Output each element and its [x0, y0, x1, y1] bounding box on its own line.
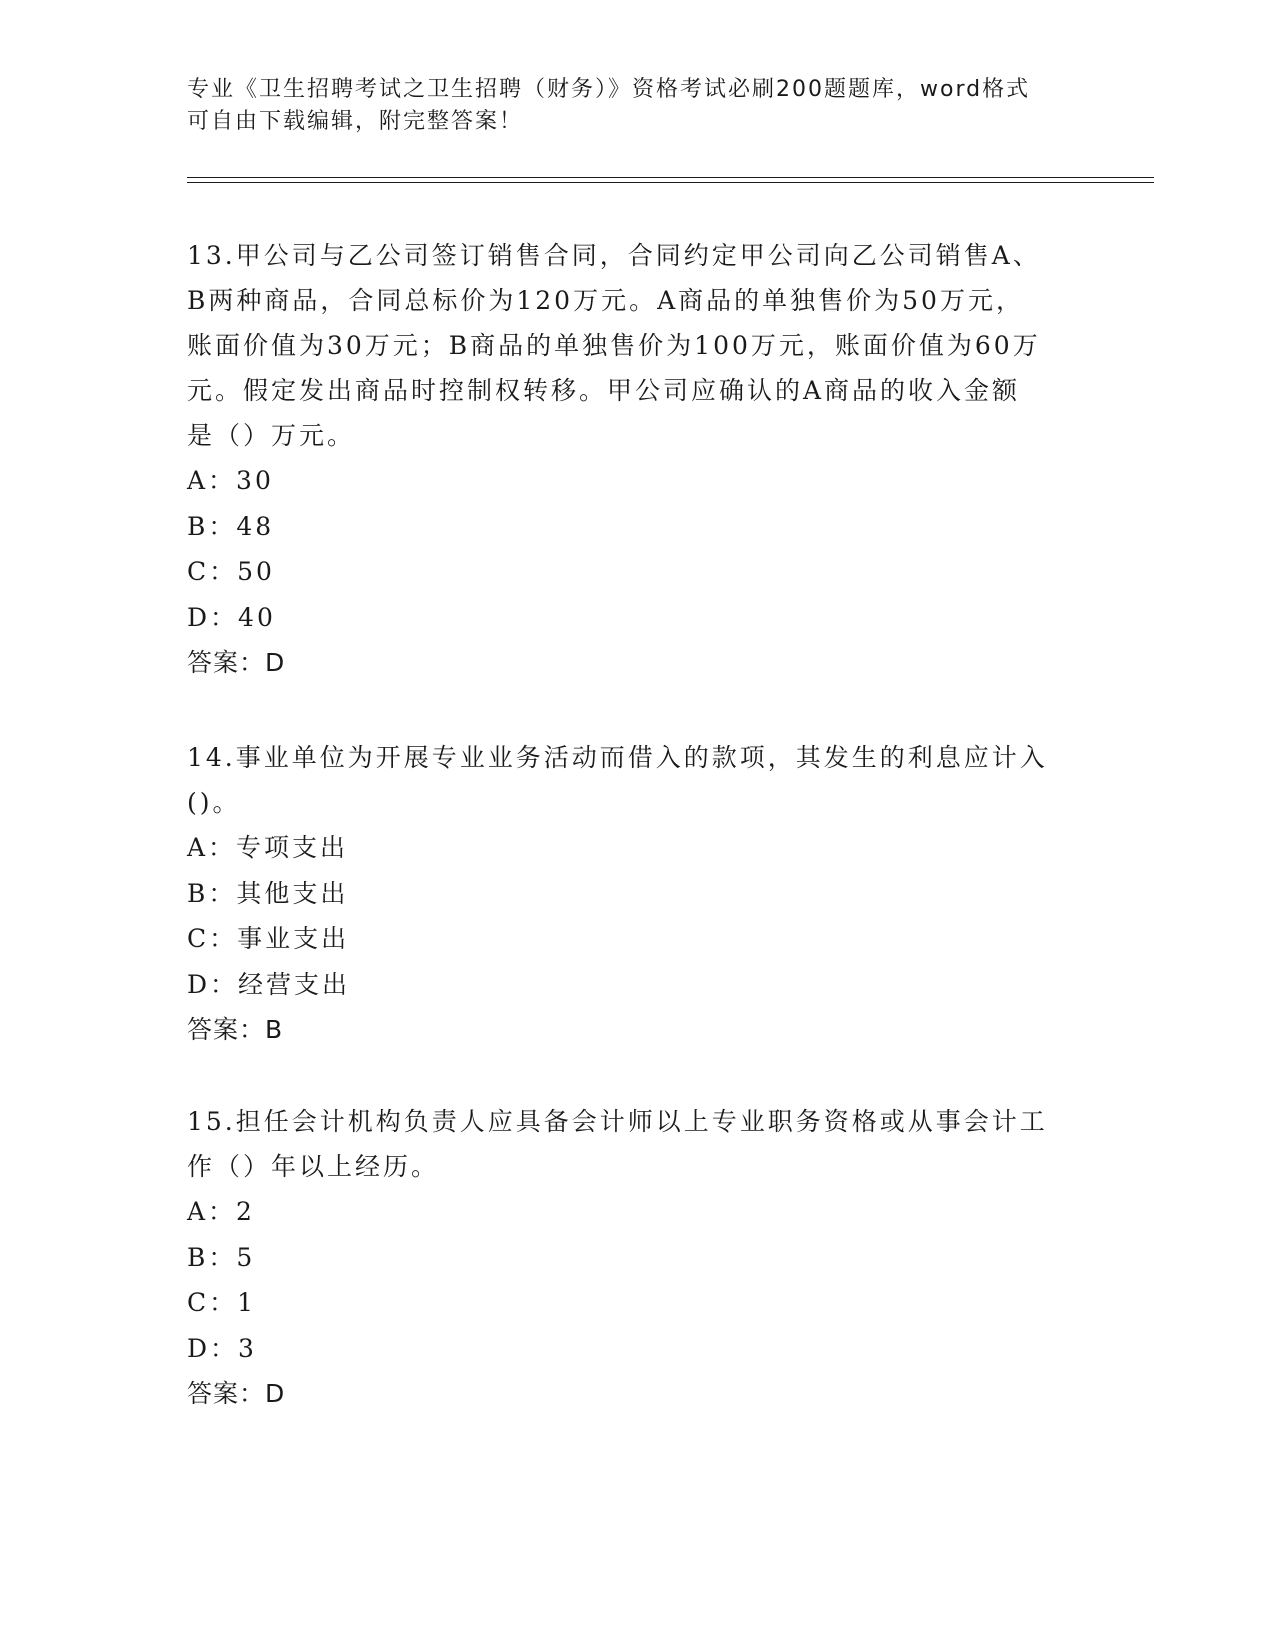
option-d: D：40 [187, 602, 276, 632]
answer-line: 答案：B [187, 1015, 284, 1044]
answer-line: 答案：D [187, 1379, 286, 1408]
header-title-line-2: 可自由下载编辑，附完整答案！ [187, 109, 524, 134]
option-c: C：50 [187, 557, 275, 586]
header-title-line-1: 专业《卫生招聘考试之卫生招聘（财务）》资格考试必刷200题题库，word格式 [187, 77, 1031, 102]
option-b: B：5 [187, 1242, 256, 1272]
option-a: A：专项支出 [187, 833, 349, 862]
question-text-line: 15.担任会计机构负责人应具备会计师以上专业职务资格或从事会计工 [187, 1107, 1048, 1136]
question-15 [187, 1099, 1087, 1416]
option-c: C：1 [187, 1288, 257, 1317]
option-a: A：2 [187, 1197, 255, 1226]
option-a: A：30 [187, 466, 274, 495]
option-b: B：48 [187, 511, 275, 541]
question-14 [187, 735, 1087, 1052]
question-text-line: B两种商品，合同总标价为120万元。A商品的单独售价为50万元， [187, 286, 1024, 315]
question-13 [187, 233, 1087, 685]
header-divider-top [187, 177, 1154, 178]
question-text-line: 14.事业单位为开展专业业务活动而借入的款项，其发生的利息应计入 [187, 743, 1048, 772]
question-text-line: 是（）万元。 [187, 421, 356, 450]
document-header [187, 74, 1087, 138]
header-divider-bottom [187, 182, 1154, 183]
option-d: D：经营支出 [187, 969, 351, 999]
question-text-line: ()。 [187, 788, 241, 817]
question-text-line: 账面价值为30万元；B商品的单独售价为100万元，账面价值为60万 [187, 331, 1041, 360]
option-d: D：3 [187, 1333, 257, 1363]
question-text-line: 作（）年以上经历。 [187, 1152, 440, 1181]
question-text-line: 13.甲公司与乙公司签订销售合同，合同约定甲公司向乙公司销售A、 [187, 241, 1041, 270]
question-text-line: 元。假定发出商品时控制权转移。甲公司应确认的A商品的收入金额 [187, 376, 1021, 405]
answer-line: 答案：D [187, 648, 286, 677]
option-c: C：事业支出 [187, 924, 350, 953]
option-b: B：其他支出 [187, 878, 349, 908]
